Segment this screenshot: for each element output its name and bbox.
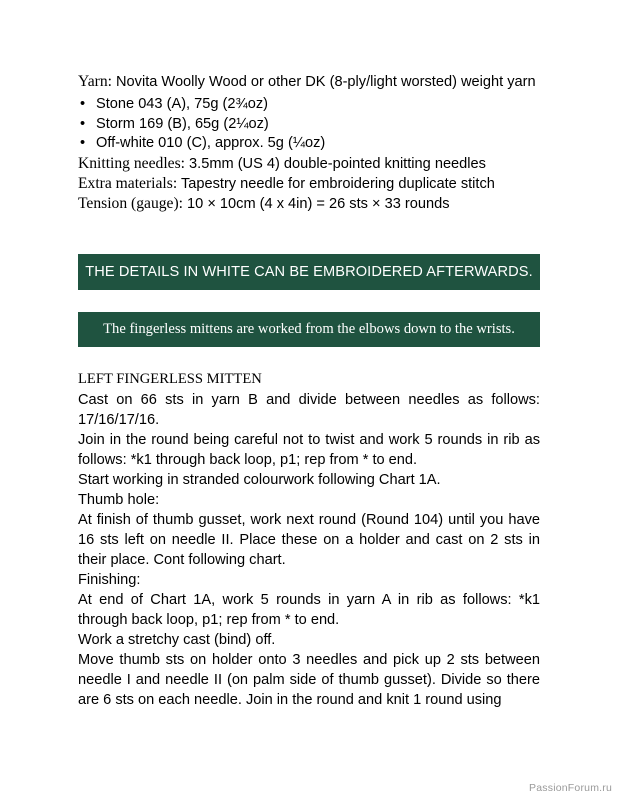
- yarn-label: Yarn:: [78, 73, 112, 90]
- list-item: • Stone 043 (A), 75g (2¾oz): [78, 95, 540, 115]
- finishing-paragraph: At end of Chart 1A, work 5 rounds in yarn A in rib as follows: *k1 through back loop, p1; rep from * to end.: [78, 592, 540, 628]
- direction-note-banner: The fingerless mittens are worked from the elbows down to the wrists.: [78, 312, 540, 347]
- cast-off-paragraph: Work a stretchy cast (bind) off.: [78, 632, 276, 648]
- list-item: • Off-white 010 (C), approx. 5g (¼oz): [78, 134, 540, 154]
- yarn-color-list: [78, 95, 540, 154]
- needles-line: [78, 154, 540, 174]
- extra-materials-text: Tapestry needle for embroidering duplicate stitch: [177, 175, 495, 192]
- list-item: • Storm 169 (B), 65g (2¼oz): [78, 115, 540, 135]
- left-mitten-section: [78, 370, 540, 710]
- needles-label: Knitting needles:: [78, 154, 185, 172]
- bullet-icon: •: [80, 96, 86, 112]
- watermark: PassionForum.ru: [529, 782, 612, 794]
- bullet-icon: •: [80, 115, 86, 132]
- materials-section: [78, 72, 540, 214]
- needles-text: 3.5mm (US 4) double-pointed knitting needles: [184, 155, 486, 172]
- join-paragraph: Join in the round being careful not to twist and work 5 rounds in rib as follows: *k1 through back loop, p1; rep from * to end.: [78, 432, 540, 468]
- extra-materials-label: Extra materials:: [78, 174, 178, 192]
- tension-text: 10 × 10cm (4 x 4in) = 26 sts × 33 rounds: [183, 195, 450, 212]
- thumb-hole-paragraph: At finish of thumb gusset, work next round (Round 104) until you have 16 sts left on needle II. Place these on a holder and cast on 2 sts in their place. Cont following chart.: [78, 512, 540, 568]
- start-paragraph: Start working in stranded colourwork following Chart 1A.: [78, 472, 441, 488]
- yarn-line: [78, 72, 540, 92]
- embroidery-note-banner: THE DETAILS IN WHITE CAN BE EMBROIDERED AFTERWARDS.: [78, 254, 540, 290]
- cast-on-paragraph: Cast on 66 sts in yarn B and divide between needles as follows: 17/16/17/16.: [78, 392, 540, 428]
- thumb-stitches-paragraph: Move thumb sts on holder onto 3 needles and pick up 2 sts between needle I and needle II (on palm side of thumb gusset). Divide so there are 6 sts on each needle. Join in the round and knit 1 round using: [78, 652, 540, 708]
- yarn-text: Novita Woolly Wood or other DK (8-ply/light worsted) weight yarn: [111, 74, 536, 90]
- thumb-hole-label: Thumb hole:: [78, 492, 160, 508]
- extra-materials-line: [78, 174, 540, 194]
- tension-line: [78, 194, 540, 214]
- section-heading: LEFT FINGERLESS MITTEN: [78, 371, 262, 387]
- bullet-icon: •: [80, 135, 86, 151]
- finishing-label: Finishing:: [78, 572, 141, 588]
- tension-label: Tension (gauge):: [78, 194, 183, 212]
